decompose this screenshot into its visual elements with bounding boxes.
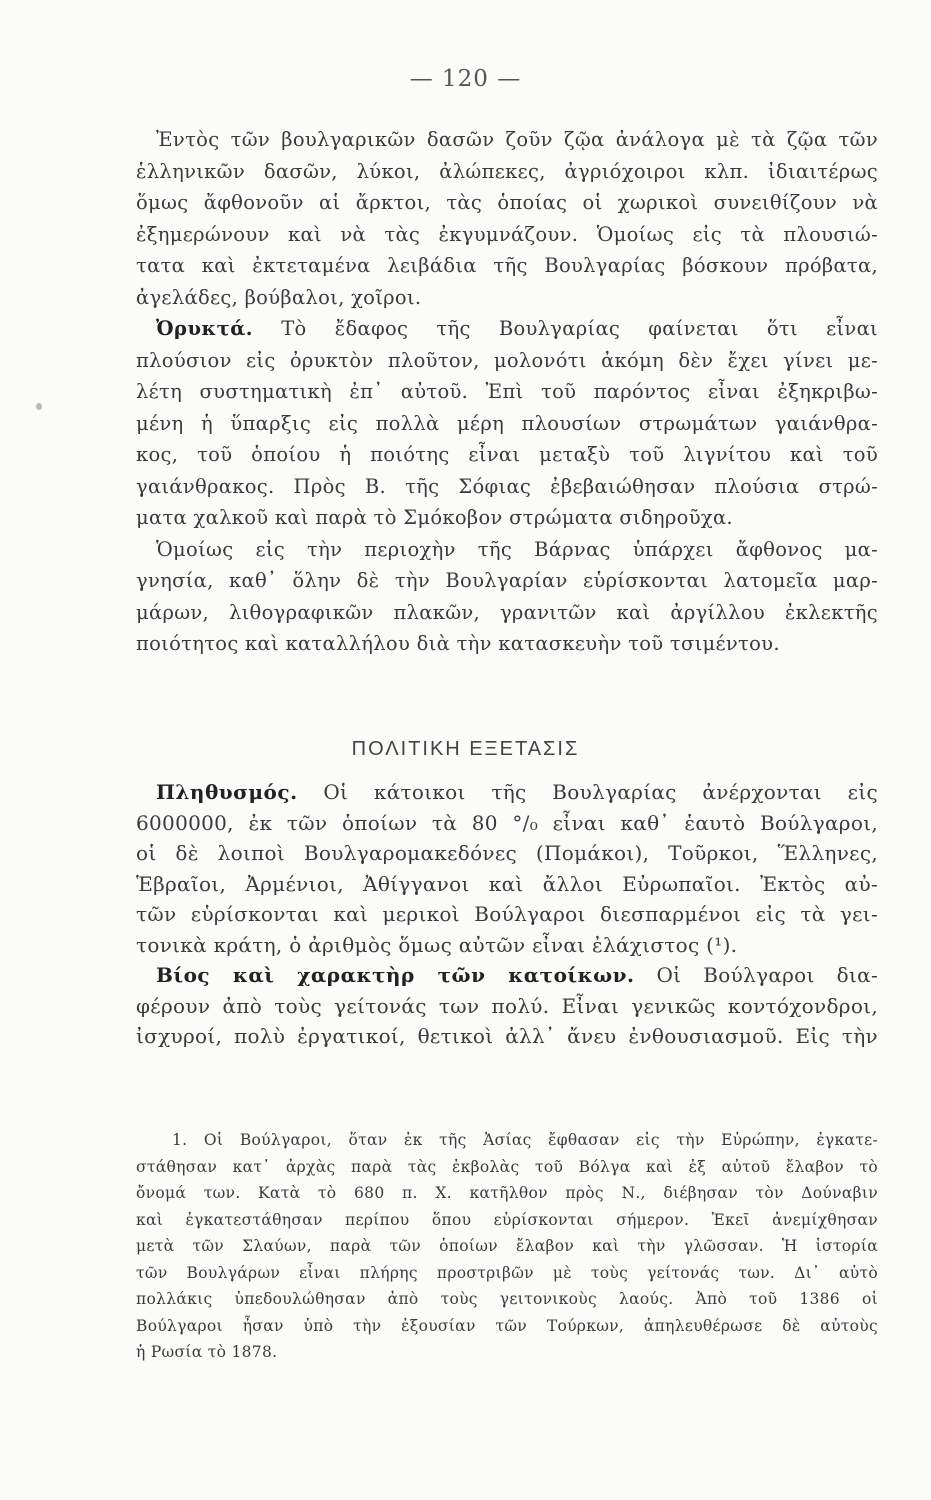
footnote-line: μετὰ τῶν Σλαύων, παρὰ τῶν ὁποίων ἔλαβον καὶ τὴν γλῶσσαν. Ἡ ἱστορία [136,1237,878,1255]
footnote-line: Βούλγαροι ἦσαν ὑπὸ τὴν ἐξουσίαν τῶν Τούρκων, ἀπηλευθέρωσε δὲ αὐτοὺς [136,1316,878,1335]
text-line [136,960,878,991]
text-line [136,777,878,808]
text-line: ἐξημερώνουν καὶ νὰ τὰς ἐκγυμνάζουν. Ὁμοίως εἰς τὰ πλουσιώ- [136,222,878,246]
text-line: γαιάνθρακος. Πρὸς Β. τῆς Σόφιας ἐβεβαιώθησαν πλούσια στρώ- [136,474,878,498]
footnote-line: πολλάκις ὑπεδουλώθησαν ἀπὸ τοὺς γειτονικοὺς λαούς. Ἀπὸ τοῦ 1386 οἱ [136,1290,878,1308]
footnote-line: καὶ ἐγκατεστάθησαν περίπου ὅπου εὑρίσκονται σήμερον. Ἐκεῖ ἀνεμίχθησαν [136,1210,878,1229]
text-line: ματα χαλκοῦ καὶ παρὰ τὸ Σμόκοβον στρώματα σιδηροῦχα. [136,506,733,529]
text-line: γνησία, καθ᾽ ὅλην δὲ τὴν Βουλγαρίαν εὑρίσκονται λατομεῖα μαρ- [136,569,878,592]
plithysmos-first-line: Οἱ κάτοικοι τῆς Βουλγαρίας ἀνέρχονται εἰς [323,780,878,804]
text-line: Ἐντὸς τῶν βουλγαρικῶν δασῶν ζοῦν ζῷα ἀνάλογα μὲ τὰ ζῷα τῶν [156,128,878,151]
footnotes [136,1127,878,1366]
text-line: 6000000, ἐκ τῶν ὁποίων τὰ 80 °/₀ εἶναι καθ᾽ ἑαυτὸ Βούλγαροι, [136,810,878,835]
text-line: ὅμως ἄφθονοῦν αἱ ἄρκτοι, τὰς ὁποίας οἱ χωρικοὶ συνειθίζουν νὰ [136,191,878,214]
text-line: οἱ δὲ λοιποὶ Βουλγαρομακεδόνες (Πομάκοι), Τοῦρκοι, Ἕλληνες, [136,841,878,865]
vios-first-line: Οἱ Βούλγαροι δια- [656,963,878,987]
vios-heading: Βίος καὶ χαρακτὴρ τῶν κατοίκων. [156,963,635,987]
text-line: ποιότητος καὶ καταλλήλου διὰ τὴν κατασκευὴν τοῦ τσιμέντου. [136,632,780,655]
page-number: — 120 — [409,66,522,92]
orykta-heading: Ὀρυκτά. [156,317,254,340]
paper-stain [36,403,42,410]
text-line: ἰσχυροί, πολὺ ἐργατικοί, θετικοὶ ἀλλ᾽ ἄνευ ἐνθουσιασμοῦ. Εἰς τὴν [136,1024,878,1048]
text-line: μένη ἡ ὕπαρξις εἰς πολλὰ μέρη πλουσίων στρωμάτων γαιάνθρα- [136,411,878,435]
text-line: ἀγελάδες, βούβαλοι, χοῖροι. [136,285,422,309]
footnote-line: 1. Οἱ Βούλγαροι, ὅταν ἐκ τῆς Ἀσίας ἔφθασαν εἰς τὴν Εὐρώπην, ἐγκατε- [172,1131,878,1149]
plithysmos-heading: Πληθυσμός. [156,780,298,804]
text-line: μάρων, λιθογραφικῶν πλακῶν, γρανιτῶν καὶ ἀργίλλου ἐκλεκτῆς [136,600,878,624]
footnote-line: ἡ Ρωσία τὸ 1878. [136,1343,278,1361]
text-line: φέρουν ἀπὸ τοὺς γείτονάς των πολύ. Εἶναι γενικῶς κοντόχονδροι, [136,993,878,1018]
text-line [136,313,878,345]
text-line: ἑλληνικῶν δασῶν, λύκοι, ἀλώπεκες, ἀγριόχοιροι κλπ. ἰδιαιτέρως [136,159,878,183]
text-line: τονικὰ κράτη, ὁ ἀριθμὸς ὅμως αὐτῶν εἶναι ἐλάχιστος (¹). [136,932,738,957]
section-heading: ΠΟΛΙΤΙΚΗ ΕΞΕΤΑΣΙΣ [351,738,580,760]
text-line: λέτη συστηματικὴ ἐπ᾽ αὐτοῦ. Ἐπὶ τοῦ παρόντος εἶναι ἐξηκριβω- [136,380,878,403]
text-line: τῶν εὑρίσκονται καὶ μερικοὶ Βούλγαροι διεσπαρμένοι εἰς τὰ γει- [136,902,878,926]
body-text-lower [136,777,878,1052]
footnote-line: τῶν Βουλγάρων εἶναι πλήρης προστριβῶν μὲ τοὺς γείτονάς των. Δι᾽ αὐτὸ [136,1263,878,1282]
text-line: Ἑβραῖοι, Ἀρμένιοι, Ἀθίγγανοι καὶ ἄλλοι Εὐρωπαῖοι. Ἐκτὸς αὐ- [136,871,878,896]
text-line: τατα καὶ ἐκτεταμένα λειβάδια τῆς Βουλγαρίας βόσκουν πρόβατα, [136,254,878,277]
text-line: Ὁμοίως εἰς τὴν περιοχὴν τῆς Βάρνας ὑπάρχει ἄφθονος μα- [156,537,878,561]
text-line: κος, τοῦ ὁποίου ἡ ποιότης εἶναι μεταξὺ τοῦ λιγνίτου καὶ τοῦ [136,443,878,466]
body-text-upper [136,124,878,660]
orykta-first-line: Τὸ ἔδαφος τῆς Βουλγαρίας φαίνεται ὅτι εἶναι [281,317,878,340]
footnote-line: στάθησαν κατ᾽ ἀρχὰς παρὰ τὰς ἐκβολὰς τοῦ Βόλγα καὶ ἐξ αὐτοῦ ἔλαβον τὸ [136,1157,878,1176]
text-line: πλούσιον εἰς ὀρυκτὸν πλοῦτον, μολονότι ἀκόμη δὲν ἔχει γίνει με- [136,348,878,372]
footnote-line: ὄνομά των. Κατὰ τὸ 680 π. Χ. κατῆλθον πρὸς Ν., διέβησαν τὸν Δούναβιν [136,1184,878,1202]
